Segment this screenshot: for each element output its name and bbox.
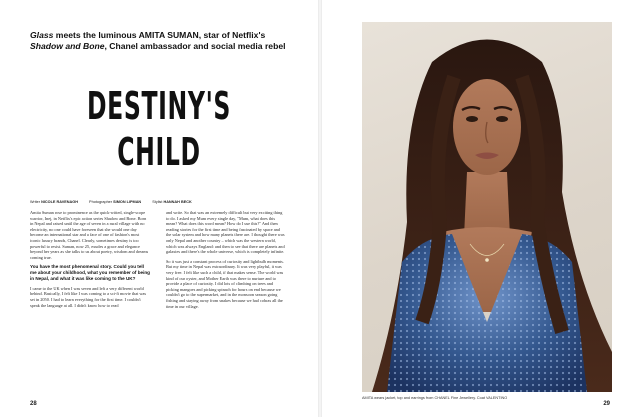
answer-paragraph-continued: and write. So that was an extremely difficult but very exciting thing to do. I asked my Mum every single day, "Mum, what does this mean? What does this word mean? How do I use this?" And then reading stories for the first time and being fascinated by space and the solar system and how many planets there are. I thought there was only Nepal and another country – which was the western world, which was always England: and then to see that there are planets and galaxies and there's the whole universe, which is completely infinite. [166, 210, 285, 255]
standfirst-name: AMITA SUMAN [138, 30, 199, 40]
standfirst-lead: meets the luminous [53, 30, 139, 40]
credit-writer: Writer NICOLE RAVENAGH [30, 200, 78, 204]
standfirst-brand: Glass [30, 30, 54, 40]
answer-paragraph-2: So it was just a constant process of curiosity and lightbulb moments. But my time in Nepal was extraordinary. It was very playful, it was very free. I felt like such a child, if that makes sense. The world was kind of our oyster, and Mother Earth was there to nurture and to provide a place of curiosity. I did lots of climbing on trees and picking mangoes and picking spinach for hours on end because we couldn't go to the supermarket, and in the monsoon season going fishing and staying away from snakes because we had cobras all the time in our village. [166, 258, 284, 309]
credit-photographer: Photographer SIMON LIPMAN [89, 200, 142, 204]
intro-paragraph: Amita Suman rose to prominence as the quick-witted, single-scope warrior, Inej, in Netflix's epic action series Shadow and Bone. Born in Nepal and raised until the age of seven in a rural village with no electricity, no one could have foreseen that she would one day become an international star and a face of one of fashion's most iconic luxury brands, Chanel. Clearly, sometimes destiny is too powerful to resist. Suman, now 25, exudes a grace and elegance beyond her years as she talks to us about poetry, wisdom and dreams coming true. [30, 210, 149, 260]
body-column-2 [166, 210, 286, 313]
page-number-right: 29 [603, 401, 610, 407]
credits [30, 200, 292, 204]
photo-caption: AMITA wears jacket, top and earrings from CHANEL Fine Jewellery. Coat VALENTINO [362, 396, 508, 400]
portrait-photo [362, 22, 612, 392]
standfirst-mid: , star of Netflix's [198, 30, 266, 40]
right-page [322, 0, 640, 417]
standfirst-tail: , Chanel ambassador and social media rebel [104, 41, 286, 51]
page-number-left: 28 [30, 401, 37, 407]
standfirst-show: Shadow and Bone [30, 41, 105, 51]
body-column-1 [30, 210, 150, 312]
left-page [0, 0, 318, 417]
portrait-illustration [362, 22, 612, 392]
standfirst [30, 30, 292, 52]
headline-line-1: DESTINY'S [87, 84, 231, 128]
credit-stylist: Stylist HANNAH BECK [152, 200, 192, 204]
headline-line-2: CHILD [117, 130, 201, 174]
interview-question: You have the most phenomenal story. Could you tell me about your childhood, what you remember of being in Nepal, and what it was like coming to the UK? [30, 264, 150, 281]
answer-paragraph: I came to the UK when I was seven and left a very different world behind. Basically, I felt like I was coming to a sci-fi movie that was set in 2050. I had to learn everything for the first time. I couldn't speak the language at all. I didn't know how to read [30, 285, 147, 308]
